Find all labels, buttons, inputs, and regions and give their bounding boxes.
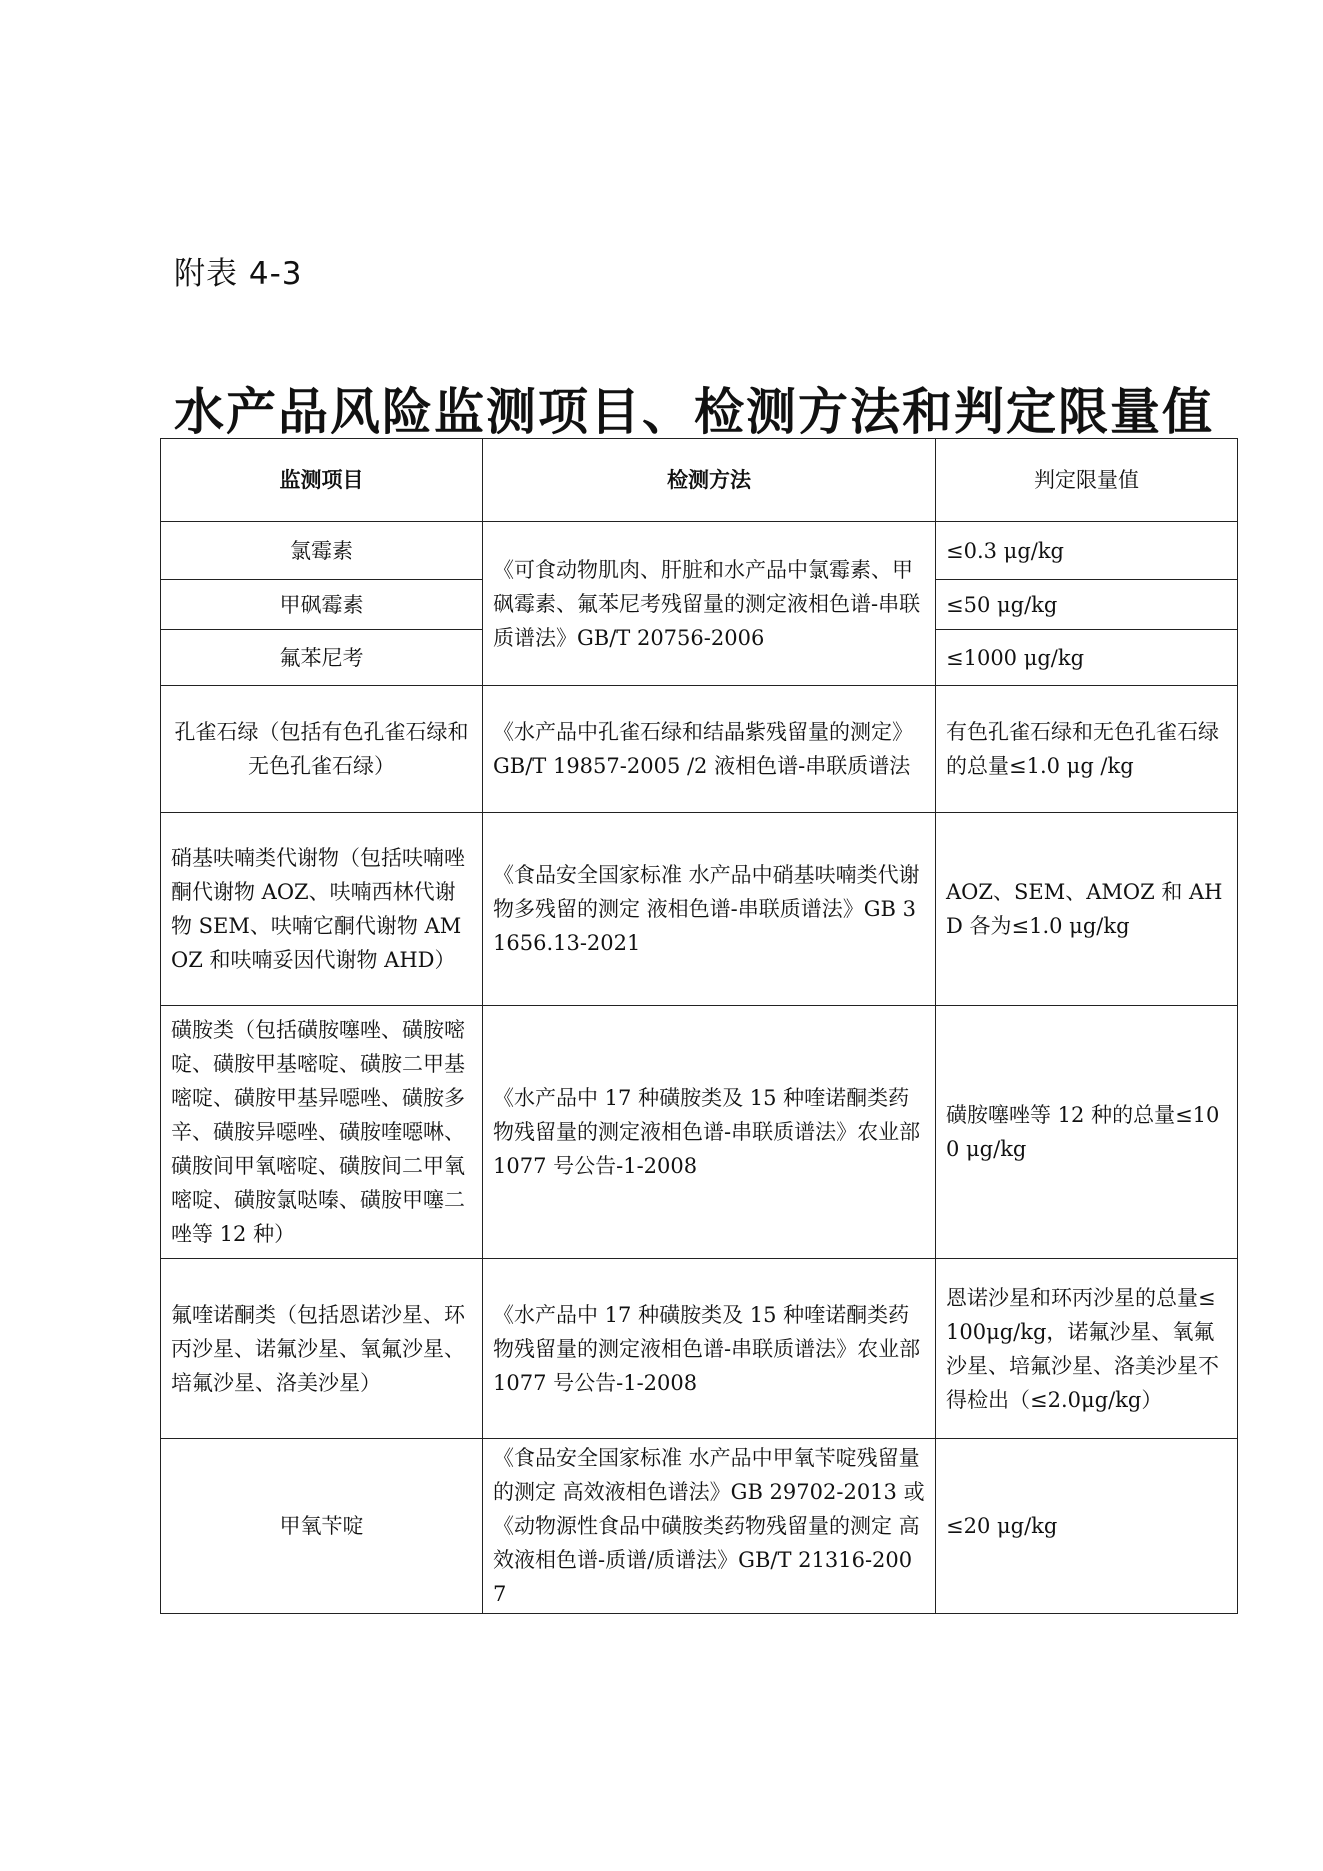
item-cell: 氟喹诺酮类（包括恩诺沙星、环丙沙星、诺氟沙星、氧氟沙星、培氟沙星、洛美沙星） <box>161 1259 483 1439</box>
table-row <box>161 1259 1238 1439</box>
item-cell: 甲砜霉素 <box>161 580 483 630</box>
header-limit: 判定限量值 <box>936 439 1238 522</box>
monitoring-table <box>160 438 1238 1614</box>
item-cell: 磺胺类（包括磺胺噻唑、磺胺嘧啶、磺胺甲基嘧啶、磺胺二甲基嘧啶、磺胺甲基异噁唑、磺胺多辛、磺胺异噁唑、磺胺喹噁啉、磺胺间甲氧嘧啶、磺胺间二甲氧嘧啶、磺胺氯哒嗪、磺胺甲噻二唑等 12 种） <box>161 1006 483 1259</box>
table-row <box>161 1439 1238 1614</box>
appendix-label: 附表 4-3 <box>174 256 303 292</box>
limit-cell: 有色孔雀石绿和无色孔雀石绿的总量≤1.0 μg /kg <box>936 686 1238 813</box>
limit-cell: ≤20 μg/kg <box>936 1439 1238 1614</box>
method-cell: 《水产品中孔雀石绿和结晶紫残留量的测定》GB/T 19857-2005 /2 液相色谱-串联质谱法 <box>483 686 936 813</box>
table-row <box>161 686 1238 813</box>
limit-cell: ≤50 μg/kg <box>936 580 1238 630</box>
table-row <box>161 522 1238 580</box>
header-method: 检测方法 <box>483 439 936 522</box>
method-cell: 《食品安全国家标准 水产品中硝基呋喃类代谢物多残留的测定 液相色谱-串联质谱法》GB 31656.13-2021 <box>483 813 936 1006</box>
table-row <box>161 1006 1238 1259</box>
item-cell: 氯霉素 <box>161 522 483 580</box>
table-header-row <box>161 439 1238 522</box>
limit-cell: ≤0.3 μg/kg <box>936 522 1238 580</box>
method-cell: 《水产品中 17 种磺胺类及 15 种喹诺酮类药物残留量的测定液相色谱-串联质谱法》农业部 1077 号公告-1-2008 <box>483 1259 936 1439</box>
limit-cell: 磺胺噻唑等 12 种的总量≤100 μg/kg <box>936 1006 1238 1259</box>
method-cell: 《可食动物肌肉、肝脏和水产品中氯霉素、甲砜霉素、氟苯尼考残留量的测定液相色谱-串联质谱法》GB/T 20756-2006 <box>483 522 936 686</box>
method-cell: 《水产品中 17 种磺胺类及 15 种喹诺酮类药物残留量的测定液相色谱-串联质谱法》农业部 1077 号公告-1-2008 <box>483 1006 936 1259</box>
table-row <box>161 813 1238 1006</box>
limit-cell: 恩诺沙星和环丙沙星的总量≤100μg/kg，诺氟沙星、氧氟沙星、培氟沙星、洛美沙星不得检出（≤2.0μg/kg） <box>936 1259 1238 1439</box>
page-title: 水产品风险监测项目、检测方法和判定限量值 <box>174 382 1214 441</box>
limit-cell: AOZ、SEM、AMOZ 和 AHD 各为≤1.0 μg/kg <box>936 813 1238 1006</box>
method-cell: 《食品安全国家标准 水产品中甲氧苄啶残留量的测定 高效液相色谱法》GB 29702-2013 或《动物源性食品中磺胺类药物残留量的测定 高效液相色谱-质谱/质谱法》GB/T 21316-2007 <box>483 1439 936 1614</box>
item-cell: 氟苯尼考 <box>161 630 483 686</box>
item-cell: 甲氧苄啶 <box>161 1439 483 1614</box>
item-cell: 硝基呋喃类代谢物（包括呋喃唑酮代谢物 AOZ、呋喃西林代谢物 SEM、呋喃它酮代谢物 AMOZ 和呋喃妥因代谢物 AHD） <box>161 813 483 1006</box>
header-item: 监测项目 <box>161 439 483 522</box>
limit-cell: ≤1000 μg/kg <box>936 630 1238 686</box>
item-cell: 孔雀石绿（包括有色孔雀石绿和无色孔雀石绿） <box>161 686 483 813</box>
